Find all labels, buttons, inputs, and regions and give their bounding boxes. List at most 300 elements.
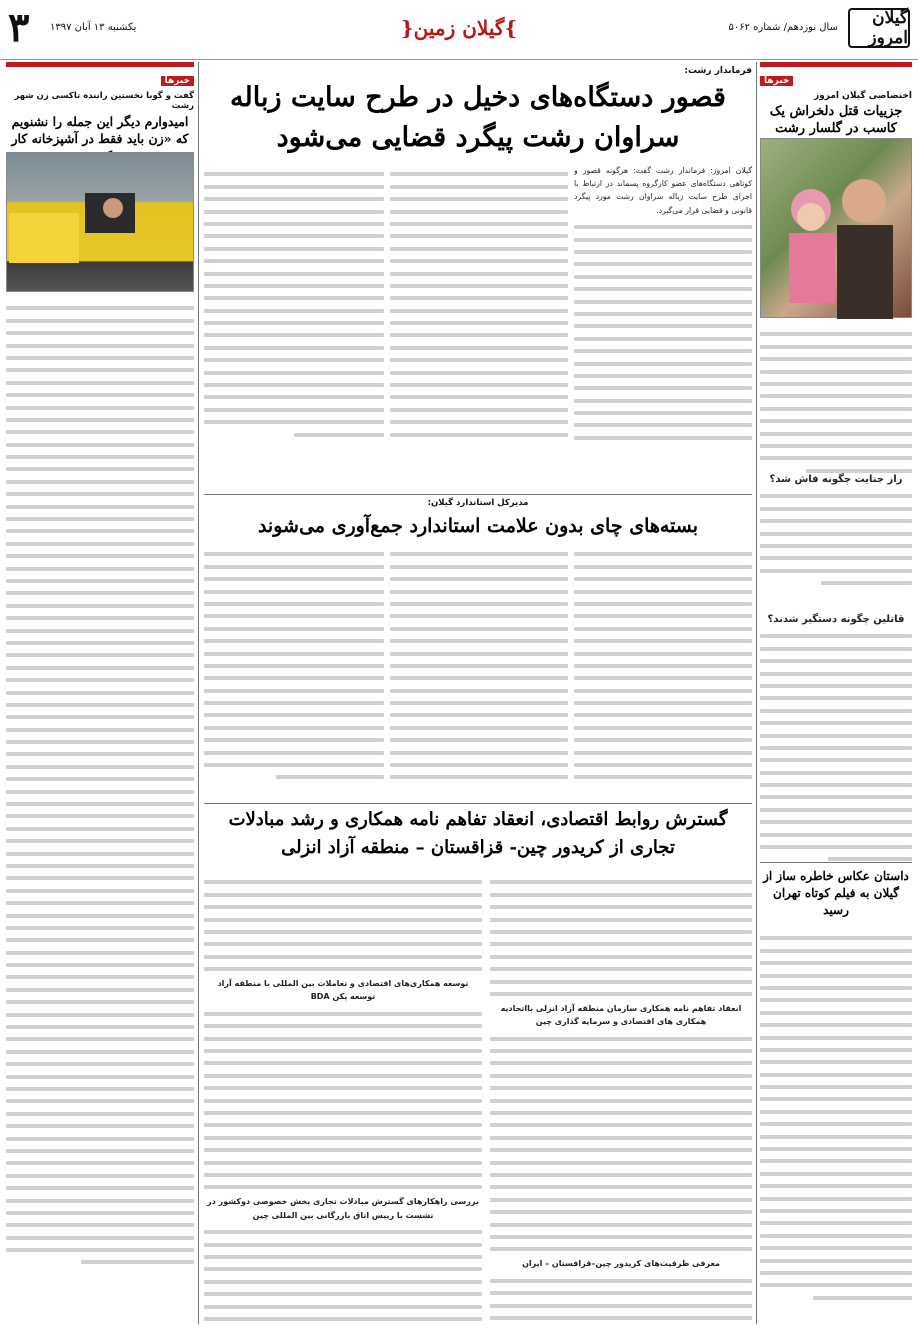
text-line	[6, 1211, 194, 1215]
text-line	[490, 1279, 752, 1283]
text-line	[204, 967, 482, 971]
text-line	[6, 1037, 194, 1041]
main-headline[interactable]: قصور دستگاه‌های دخیل در طرح سایت زباله سراوان رشت پیگرد قضایی می‌شود	[230, 82, 726, 153]
text-line	[6, 975, 194, 979]
text-line	[6, 988, 194, 992]
text-line	[760, 1159, 912, 1163]
text-line	[6, 691, 194, 695]
column-rule	[756, 62, 757, 1324]
text-line	[490, 980, 752, 984]
text-line	[390, 222, 568, 226]
text-line	[760, 1283, 912, 1287]
text-line	[204, 1061, 482, 1065]
article-body	[390, 544, 568, 796]
text-line	[574, 726, 752, 730]
text-line	[6, 1236, 194, 1240]
text-line	[6, 542, 194, 546]
text-line	[760, 845, 912, 849]
text-line	[204, 1086, 482, 1090]
text-line	[390, 639, 568, 643]
text-line	[6, 567, 194, 571]
text-line	[574, 565, 752, 569]
text-line	[6, 604, 194, 608]
text-line	[390, 259, 568, 263]
text-line	[760, 394, 912, 398]
text-line	[6, 529, 194, 533]
text-line	[574, 337, 752, 341]
text-line	[390, 272, 568, 276]
text-line	[490, 967, 752, 971]
film-article-title[interactable]: داستان عکاس خاطره ساز از گیلان به فیلم کوتاه تهران رسید	[763, 869, 909, 917]
article-body	[760, 626, 912, 896]
text-line	[6, 1223, 194, 1227]
text-line	[760, 721, 912, 725]
text-line	[204, 639, 384, 643]
text-line	[490, 1111, 752, 1115]
text-line	[6, 344, 194, 348]
text-line	[6, 1050, 194, 1054]
text-line	[204, 1317, 482, 1321]
text-line	[574, 436, 752, 440]
text-line	[6, 331, 194, 335]
text-line	[204, 689, 384, 693]
text-line	[6, 777, 194, 781]
text-line	[204, 1173, 482, 1177]
article-body	[760, 486, 912, 606]
article-kicker: فرماندار رشت:	[684, 66, 752, 76]
text-line	[204, 1305, 482, 1309]
text-line	[760, 1234, 912, 1238]
text-line	[760, 1271, 912, 1275]
text-line	[574, 577, 752, 581]
text-line	[390, 346, 568, 350]
text-line	[760, 419, 912, 423]
text-line	[390, 383, 568, 387]
text-line	[760, 1184, 912, 1188]
china-article	[204, 806, 752, 1324]
text-line	[6, 926, 194, 930]
text-line	[6, 839, 194, 843]
left-column	[6, 62, 194, 1324]
article-body	[574, 164, 752, 490]
tea-headline[interactable]: بسته‌های چای بدون علامت استاندارد جمع‌آوری می‌شوند	[257, 515, 699, 537]
text-line	[574, 411, 752, 415]
text-line	[6, 653, 194, 657]
text-line	[760, 1060, 912, 1064]
text-line	[760, 332, 912, 336]
text-line	[204, 247, 384, 251]
text-line	[6, 554, 194, 558]
text-line	[6, 1075, 194, 1079]
text-line	[574, 552, 752, 556]
text-line	[204, 234, 384, 238]
text-line	[760, 795, 912, 799]
text-line	[6, 1112, 194, 1116]
text-line	[760, 949, 912, 953]
text-line	[760, 672, 912, 676]
text-line	[760, 1023, 912, 1027]
divider	[204, 803, 752, 804]
text-line	[204, 713, 384, 717]
text-line	[6, 703, 194, 707]
text-line	[204, 395, 384, 399]
text-line	[828, 857, 912, 861]
text-line	[490, 1223, 752, 1227]
text-line	[204, 614, 384, 618]
text-line	[6, 802, 194, 806]
text-line	[574, 312, 752, 316]
text-line	[760, 634, 912, 638]
text-line	[760, 432, 912, 436]
text-line	[204, 955, 482, 959]
text-line	[204, 880, 482, 884]
article-body	[204, 544, 384, 796]
text-line	[6, 368, 194, 372]
text-line	[760, 1259, 912, 1263]
text-line	[6, 963, 194, 967]
text-line	[813, 1296, 912, 1300]
text-line	[760, 1221, 912, 1225]
text-line	[760, 507, 912, 511]
text-line	[760, 569, 912, 573]
article-body	[204, 164, 384, 490]
text-line	[6, 319, 194, 323]
page-number: ۳	[8, 4, 30, 51]
accent-bar	[6, 62, 194, 67]
text-line	[574, 763, 752, 767]
text-line	[760, 734, 912, 738]
text-line	[490, 1235, 752, 1239]
text-line	[6, 1087, 194, 1091]
text-line	[6, 1062, 194, 1066]
text-line	[204, 296, 384, 300]
text-line	[204, 197, 384, 201]
section-title: }گیلان زمین{	[400, 16, 518, 40]
text-line	[204, 1099, 482, 1103]
text-line	[390, 395, 568, 399]
news-tag: خبرها	[760, 76, 793, 86]
text-line	[204, 1012, 482, 1016]
text-line	[574, 374, 752, 378]
text-line	[204, 272, 384, 276]
newspaper-logo[interactable]: گیلان امروز	[848, 8, 910, 48]
text-line	[760, 936, 912, 940]
text-line	[390, 433, 568, 437]
text-line	[204, 652, 384, 656]
subhead-arrest: قاتلین چگونه دستگیر شدند؟	[767, 614, 905, 625]
text-line	[390, 247, 568, 251]
text-line	[204, 1280, 482, 1284]
text-line	[204, 1161, 482, 1165]
victim-photo	[760, 138, 912, 318]
text-line	[760, 1209, 912, 1213]
text-line	[390, 614, 568, 618]
text-line	[390, 751, 568, 755]
text-line	[6, 1149, 194, 1153]
text-line	[6, 406, 194, 410]
article-body	[6, 298, 194, 1324]
text-line	[6, 1186, 194, 1190]
text-line	[204, 738, 384, 742]
text-line	[6, 765, 194, 769]
text-line	[6, 852, 194, 856]
text-line	[574, 225, 752, 229]
text-line	[490, 1061, 752, 1065]
text-line	[760, 1122, 912, 1126]
text-line	[760, 345, 912, 349]
column-rule	[198, 62, 199, 1324]
text-line	[490, 1037, 752, 1041]
article-lead: گیلان امروز: فرماندار رشت گفت: هرگونه قصور و کوتاهی دستگاه‌های عضو کارگروه پسماند در ارتباط با اجرای طرح سایت زباله سراوان رشت مورد پیگرد قانونی و قضایی قرار می‌گیرد.	[574, 166, 752, 215]
text-line	[760, 1011, 912, 1015]
text-line	[204, 602, 384, 606]
text-line	[490, 1148, 752, 1152]
text-line	[760, 758, 912, 762]
text-line	[204, 726, 384, 730]
text-line	[574, 701, 752, 705]
text-line	[760, 961, 912, 965]
text-line	[6, 467, 194, 471]
text-line	[204, 893, 482, 897]
text-line	[204, 1292, 482, 1296]
text-line	[760, 659, 912, 663]
text-line	[760, 456, 912, 460]
text-line	[760, 746, 912, 750]
text-line	[490, 1049, 752, 1053]
text-line	[390, 371, 568, 375]
text-line	[204, 552, 384, 556]
article-body	[390, 164, 568, 490]
text-line	[490, 1210, 752, 1214]
text-line	[390, 185, 568, 189]
text-line	[760, 532, 912, 536]
text-line	[390, 652, 568, 656]
text-line	[490, 955, 752, 959]
text-line	[390, 234, 568, 238]
text-line	[390, 309, 568, 313]
text-line	[760, 544, 912, 548]
text-line	[760, 370, 912, 374]
text-line	[490, 1173, 752, 1177]
text-line	[806, 469, 912, 473]
text-line	[490, 880, 752, 884]
divider	[204, 494, 752, 495]
article-title[interactable]: امیدوارم دیگر این جمله را نشنویم که «زن باید فقط در آشپزخانه کار	[11, 114, 189, 146]
text-line	[6, 666, 194, 670]
text-line	[294, 433, 384, 437]
text-line	[390, 420, 568, 424]
text-line	[6, 492, 194, 496]
text-line	[574, 689, 752, 693]
text-line	[276, 775, 384, 779]
text-line	[390, 321, 568, 325]
text-line	[204, 371, 384, 375]
text-line	[574, 713, 752, 717]
masthead	[0, 0, 918, 60]
china-headline-2[interactable]: تجاری از کریدور چین- قزاقستان – منطقه آزاد انزلی	[281, 837, 675, 858]
text-line	[490, 930, 752, 934]
text-line	[760, 820, 912, 824]
china-headline-1[interactable]: گسترش روابط اقتصادی، انعقاد تفاهم نامه همکاری و رشد مبادلات	[228, 809, 728, 830]
photo-illustration	[5, 153, 193, 293]
subhead: توسعه پکن BDA	[310, 992, 376, 1002]
article-kicker: اختصاصی گیلان امروز	[813, 91, 912, 101]
text-line	[6, 914, 194, 918]
text-line	[6, 752, 194, 756]
text-line	[390, 713, 568, 717]
text-line	[6, 430, 194, 434]
text-line	[390, 296, 568, 300]
text-line	[204, 627, 384, 631]
text-line	[390, 738, 568, 742]
text-line	[760, 407, 912, 411]
text-line	[490, 1304, 752, 1308]
text-line	[204, 1255, 482, 1259]
text-line	[204, 565, 384, 569]
text-line	[490, 1198, 752, 1202]
text-line	[204, 222, 384, 226]
text-line	[574, 602, 752, 606]
text-line	[490, 1291, 752, 1295]
text-line	[204, 321, 384, 325]
text-line	[204, 664, 384, 668]
text-line	[574, 324, 752, 328]
text-line	[390, 590, 568, 594]
text-line	[6, 1174, 194, 1178]
text-line	[574, 738, 752, 742]
text-line	[6, 901, 194, 905]
accent-bar	[760, 62, 912, 67]
text-line	[574, 639, 752, 643]
issue-meta: سال نوزدهم/ شماره ۵۰۶۲	[728, 22, 838, 33]
text-line	[490, 1185, 752, 1189]
text-line	[6, 591, 194, 595]
text-line	[390, 577, 568, 581]
text-line	[6, 951, 194, 955]
brace-left-icon: }	[504, 16, 518, 40]
text-line	[6, 306, 194, 310]
text-line	[760, 1172, 912, 1176]
text-line	[490, 1123, 752, 1127]
text-line	[6, 814, 194, 818]
text-line	[204, 1136, 482, 1140]
text-line	[490, 1074, 752, 1078]
text-line	[574, 676, 752, 680]
text-line	[204, 1111, 482, 1115]
text-line	[6, 1161, 194, 1165]
text-line	[490, 1099, 752, 1103]
news-tag: خبرها	[161, 76, 194, 86]
subhead: معرفی ظرفیت‌های کریدور چین–قزاقستان – ایران	[522, 1259, 720, 1269]
text-line	[390, 408, 568, 412]
text-line	[574, 751, 752, 755]
issue-date: یکشنبه ۱۳ آبان ۱۳۹۷	[50, 22, 137, 33]
text-line	[6, 1099, 194, 1103]
text-line	[204, 577, 384, 581]
text-line	[760, 783, 912, 787]
text-line	[204, 309, 384, 313]
text-line	[204, 918, 482, 922]
text-line	[390, 552, 568, 556]
text-line	[760, 1097, 912, 1101]
text-line	[6, 1137, 194, 1141]
text-line	[760, 709, 912, 713]
text-line	[574, 386, 752, 390]
text-line	[574, 362, 752, 366]
text-line	[204, 1049, 482, 1053]
photo-illustration	[759, 139, 911, 319]
text-line	[6, 480, 194, 484]
article-body	[204, 872, 482, 1324]
article-body	[574, 544, 752, 796]
tea-article	[204, 498, 752, 798]
text-line	[390, 172, 568, 176]
text-line	[6, 356, 194, 360]
text-line	[6, 827, 194, 831]
text-line	[204, 1024, 482, 1028]
text-line	[574, 664, 752, 668]
text-line	[760, 696, 912, 700]
text-line	[390, 358, 568, 362]
text-line	[574, 275, 752, 279]
text-line	[204, 930, 482, 934]
text-line	[574, 423, 752, 427]
text-line	[6, 455, 194, 459]
text-line	[760, 998, 912, 1002]
text-line	[204, 420, 384, 424]
text-line	[574, 238, 752, 242]
text-line	[6, 790, 194, 794]
text-line	[6, 889, 194, 893]
text-line	[574, 590, 752, 594]
text-line	[204, 751, 384, 755]
text-line	[574, 652, 752, 656]
text-line	[6, 443, 194, 447]
subhead: بررسی راهکارهای گسترش مبادلات تجاری بخش خصوصی دوکشور در نشست با رییس اتاق بازرگانی بین المللی چین	[207, 1197, 479, 1220]
text-line	[204, 210, 384, 214]
text-line	[390, 284, 568, 288]
text-line	[204, 383, 384, 387]
text-line	[760, 647, 912, 651]
text-line	[390, 333, 568, 337]
text-line	[390, 210, 568, 214]
text-line	[204, 172, 384, 176]
article-body	[760, 928, 912, 1324]
text-line	[574, 399, 752, 403]
text-line	[204, 905, 482, 909]
text-line	[204, 259, 384, 263]
text-line	[6, 876, 194, 880]
text-line	[760, 986, 912, 990]
text-line	[390, 726, 568, 730]
text-line	[760, 1147, 912, 1151]
text-line	[760, 444, 912, 448]
subhead: انعقاد تفاهم نامه همکاری سازمان منطقه آزاد انزلی بااتحادیه همکاری های اقتصادی و سرمایه گذاری چین	[500, 1003, 742, 1027]
text-line	[390, 775, 568, 779]
text-line	[6, 715, 194, 719]
text-line	[490, 918, 752, 922]
text-line	[81, 1260, 194, 1264]
text-line	[490, 1316, 752, 1320]
text-line	[204, 1267, 482, 1271]
text-line	[204, 408, 384, 412]
text-line	[390, 197, 568, 201]
text-line	[390, 689, 568, 693]
article-title[interactable]: جزییات قتل دلخراش یک کاسب در گلسار رشت	[769, 104, 903, 136]
text-line	[490, 905, 752, 909]
article-body	[490, 872, 752, 1324]
text-line	[760, 684, 912, 688]
